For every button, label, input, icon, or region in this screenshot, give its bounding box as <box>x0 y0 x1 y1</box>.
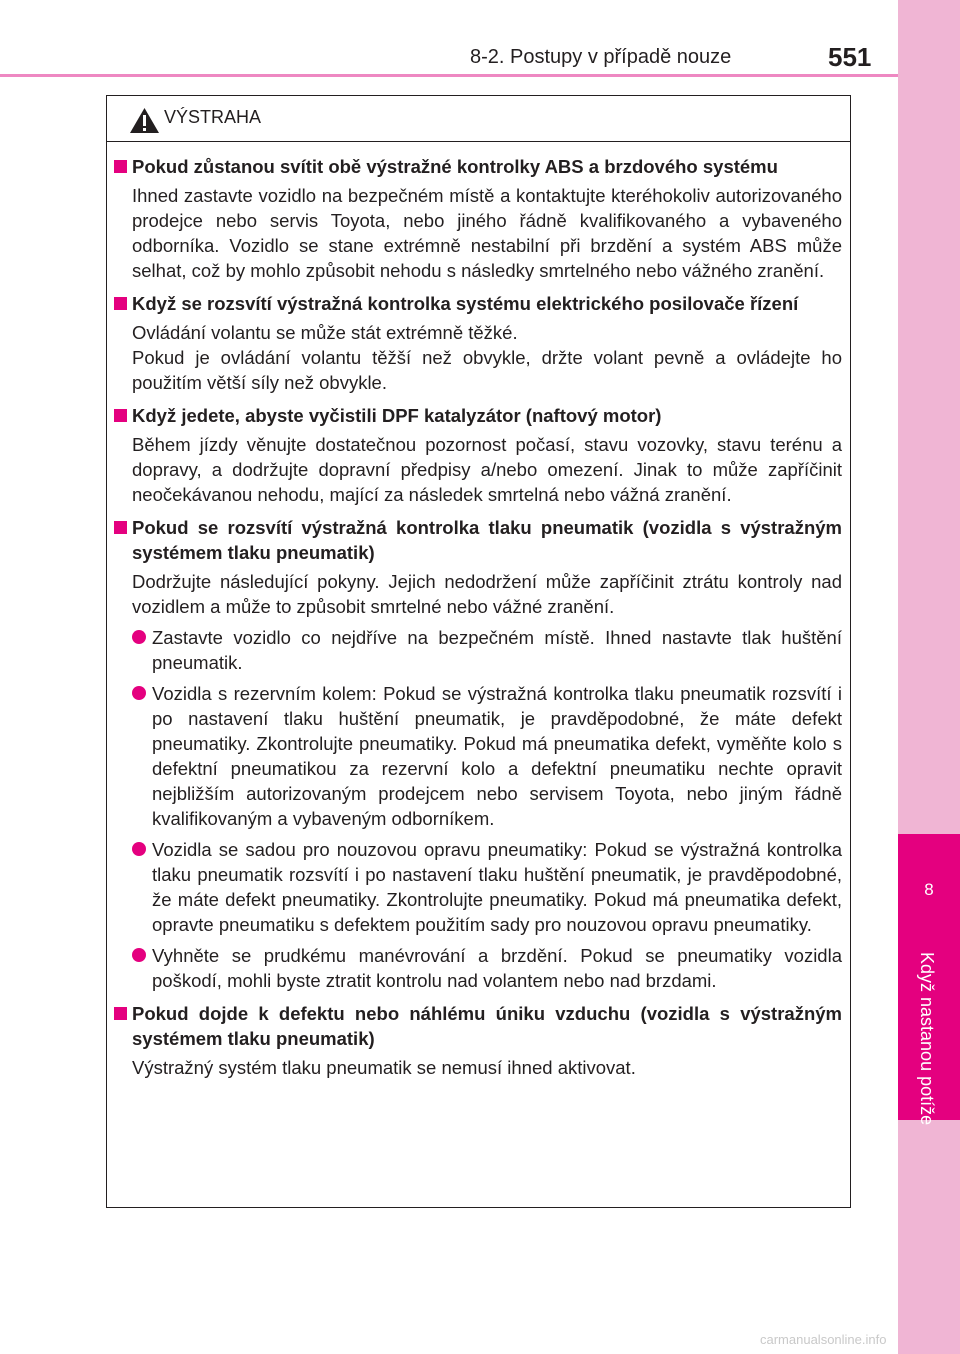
list-item <box>132 681 842 831</box>
warning-content <box>107 146 850 1080</box>
warning-header <box>107 96 850 142</box>
list-item <box>132 625 842 675</box>
section-paragraph: Ovládání volantu se může stát extrémně těžké. <box>132 322 518 343</box>
list-item-text: Zastavte vozidlo co nejdříve na bezpečném místě. Ihned nastavte tlak huštění pneumatik. <box>152 627 842 673</box>
list-item <box>132 943 842 993</box>
section-heading: Pokud se rozsvítí výstražná kontrolka tlaku pneumatik (vozidla s výstražným systémem tlaku pneumatik) <box>132 517 842 563</box>
section-paragraph: Pokud je ovládání volantu těžší než obvykle, držte volant pevně a ovládejte ho použitím větší síly než obvykle. <box>132 347 842 393</box>
warning-section-dpf <box>107 403 850 507</box>
chapter-sidebar <box>898 0 960 1354</box>
bullet-dot-icon <box>132 948 146 962</box>
warning-section-tpws <box>107 515 850 993</box>
warning-section-eps <box>107 291 850 395</box>
bullet-dot-icon <box>132 842 146 856</box>
watermark: carmanualsonline.info <box>760 1332 887 1347</box>
list-item-text: Vozidla s rezervním kolem: Pokud se výstražná kontrolka tlaku pneumatik rozsvítí i po nastavení tlaku huštění pneumatik, je pravděpodobné, že máte defekt pneumatiky. Zkontrolujte pneumatiky. Pokud má pneumatika defekt, vyměňte kolo s defektní pneumatikou za rezervní kolo a defektní pneumatiku nechte opravit nejbližším autorizovaným prodejcem nebo servisem Toyota, nebo jiným řádně kvalifikovaným a vybaveným odborníkem. <box>152 683 842 829</box>
section-paragraph: Výstražný systém tlaku pneumatik se nemusí ihned aktivovat. <box>132 1057 636 1078</box>
warning-section-flat-tire <box>107 1001 850 1080</box>
header-rule <box>0 74 898 77</box>
page-number: 551 <box>828 42 872 72</box>
warning-title: VÝSTRAHA <box>164 107 262 127</box>
warning-section-abs <box>107 154 850 283</box>
section-heading: Když se rozsvítí výstražná kontrolka systému elektrického posilovače řízení <box>132 291 842 316</box>
section-paragraph: Ihned zastavte vozidlo na bezpečném místě a kontaktujte kteréhokoliv autorizovaného prodejce nebo servis Toyota, nebo jiného řádně kvalifikovaného a vybaveného odborníka. Vozidlo se stane extrémně nestabilní při brzdění a systém ABS může selhat, což by mohlo způsobit nehodu s následky smrtelného nebo vážného zranění. <box>132 185 842 281</box>
section-heading: Když jedete, abyste vyčistili DPF katalyzátor (naftový motor) <box>132 403 842 428</box>
section-heading: Pokud dojde k defektu nebo náhlému úniku vzduchu (vozidla s výstražným systémem tlaku pneumatik) <box>132 1003 842 1049</box>
list-item-text: Vozidla se sadou pro nouzovou opravu pneumatiky: Pokud se výstražná kontrolka tlaku pneumatik rozsvítí i po nastavení tlaku huštění pneumatik, je pravděpodobné, že máte defekt pneumatiky. Zkontrolujte pneumatiky. Pokud má pneumatika defekt, opravte pneumatiku s defektem použitím sady pro nouzovou opravu pneumatiky. <box>152 839 842 935</box>
bullet-dot-icon <box>132 686 146 700</box>
bullet-dot-icon <box>132 630 146 644</box>
section-paragraph: Během jízdy věnujte dostatečnou pozornost počasí, stavu vozovky, stavu terénu a dopravy, a dodržujte dopravní předpisy a/nebo omezení. Jinak to může zapříčinit neočekávanou nehodu, mající za následek smrtelná nebo vážná zranění. <box>132 434 842 505</box>
section-title: 8-2. Postupy v případě nouze <box>470 46 732 68</box>
warning-box <box>106 95 851 1208</box>
chapter-number: 8 <box>924 880 934 899</box>
warning-triangle-icon <box>129 107 160 134</box>
chapter-title: Když nastanou potíže <box>917 952 937 1126</box>
list-item <box>132 837 842 937</box>
section-heading: Pokud zůstanou svítit obě výstražné kontrolky ABS a brzdového systému <box>132 154 842 179</box>
section-paragraph: Dodržujte následující pokyny. Jejich nedodržení může zapříčinit ztrátu kontroly nad vozidlem a může to způsobit smrtelné nebo vážné zranění. <box>132 571 842 617</box>
list-item-text: Vyhněte se prudkému manévrování a brzdění. Pokud se pneumatiky vozidla poškodí, mohli byste ztratit kontrolu nad volantem nebo nad brzdami. <box>152 945 842 991</box>
